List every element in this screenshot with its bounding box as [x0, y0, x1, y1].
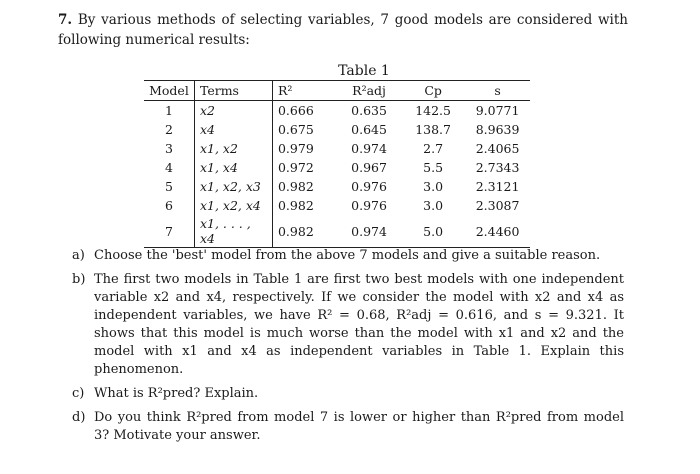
cell-r2: 0.982: [272, 215, 337, 248]
cell-model: 3: [144, 139, 194, 158]
cell-terms: x1, . . . , x4: [194, 215, 272, 248]
cell-r2adj: 0.974: [351, 141, 387, 156]
cell-r2adj: 0.976: [351, 198, 387, 213]
part-b-text: The first two models in Table 1 are first two best models with one independent variable x2 and x4, respectively. If we consider the model with x2 and x4 as independent variables, we have R² = 0.68, R²adj = 0.616, and s = 9.321. It shows that this model is much worse than the model with x1 and x2 and the model with x1 and x4 as independent variables in Table 1. Explain this phenomenon.: [94, 272, 624, 377]
header-r2: R²: [272, 81, 337, 101]
results-table: [144, 80, 530, 248]
cell-cp: 3.0: [423, 179, 444, 194]
table-row: [144, 196, 530, 215]
cell-model: 7: [144, 215, 194, 248]
cell-terms: x4: [194, 120, 272, 139]
part-d-label: d): [72, 410, 86, 425]
cell-terms: x1, x2, x3: [194, 177, 272, 196]
cell-terms: x1, x2: [194, 139, 272, 158]
cell-s: 2.3087: [475, 198, 520, 213]
cell-s: 2.4065: [475, 141, 520, 156]
question-parts: [72, 247, 624, 451]
question-intro-text: By various methods of selecting variables, 7 good models are considered with following numerical results:: [58, 12, 628, 48]
part-a-label: a): [72, 248, 85, 263]
table-row: [144, 158, 530, 177]
cell-r2: 0.979: [277, 141, 314, 156]
table-caption: Table 1: [338, 63, 390, 79]
cell-r2: 0.972: [277, 160, 314, 175]
table-body: [144, 101, 530, 248]
question-intro: [58, 10, 628, 50]
cell-r2adj: 0.635: [351, 103, 387, 118]
part-a: [72, 247, 624, 265]
cell-r2adj: 0.974: [337, 215, 401, 248]
cell-cp: 2.7: [423, 141, 444, 156]
cell-cp: 5.5: [423, 160, 444, 175]
table-row: [144, 120, 530, 139]
cell-terms: x1, x4: [194, 158, 272, 177]
cell-model: 1: [144, 101, 194, 121]
cell-s: 2.7343: [475, 160, 520, 175]
part-c-label: c): [72, 386, 85, 401]
header-s: s: [465, 81, 530, 101]
header-r2adj: R²adj: [337, 81, 401, 101]
cell-r2: 0.675: [277, 122, 314, 137]
cell-model: 2: [144, 120, 194, 139]
cell-s: 2.4460: [465, 215, 530, 248]
part-c-text: What is R²pred? Explain.: [94, 386, 259, 401]
cell-r2adj: 0.645: [351, 122, 387, 137]
cell-s: 9.0771: [475, 103, 520, 118]
header-model: Model: [144, 81, 194, 101]
part-c: [72, 385, 624, 403]
cell-r2: 0.982: [277, 198, 314, 213]
cell-terms: x1, x2, x4: [194, 196, 272, 215]
cell-cp: 3.0: [423, 198, 444, 213]
table-header-row: [144, 81, 530, 101]
cell-r2: 0.982: [277, 179, 314, 194]
cell-r2adj: 0.967: [351, 160, 387, 175]
part-b: [72, 271, 624, 379]
cell-s: 2.3121: [475, 179, 520, 194]
results-table-block: [144, 62, 530, 248]
cell-r2adj: 0.976: [351, 179, 387, 194]
cell-terms: x2: [194, 101, 272, 121]
table-row: [144, 139, 530, 158]
part-a-text: Choose the 'best' model from the above 7 models and give a suitable reason.: [94, 248, 601, 263]
cell-model: 5: [144, 177, 194, 196]
question-number: 7.: [58, 12, 73, 28]
cell-s: 8.9639: [475, 122, 520, 137]
header-cp: Cp: [401, 81, 465, 101]
cell-r2: 0.666: [277, 103, 314, 118]
cell-cp: 142.5: [415, 103, 451, 118]
part-d: [72, 409, 624, 445]
cell-cp: 138.7: [415, 122, 451, 137]
table-row: [144, 177, 530, 196]
cell-cp: 5.0: [401, 215, 465, 248]
cell-model: 6: [144, 196, 194, 215]
table-row: [144, 101, 530, 121]
part-b-label: b): [72, 272, 86, 287]
table-row: [144, 215, 530, 248]
part-d-text: Do you think R²pred from model 7 is lower or higher than R²pred from model 3? Motivate your answer.: [94, 410, 624, 443]
cell-model: 4: [144, 158, 194, 177]
header-terms: Terms: [194, 81, 272, 101]
